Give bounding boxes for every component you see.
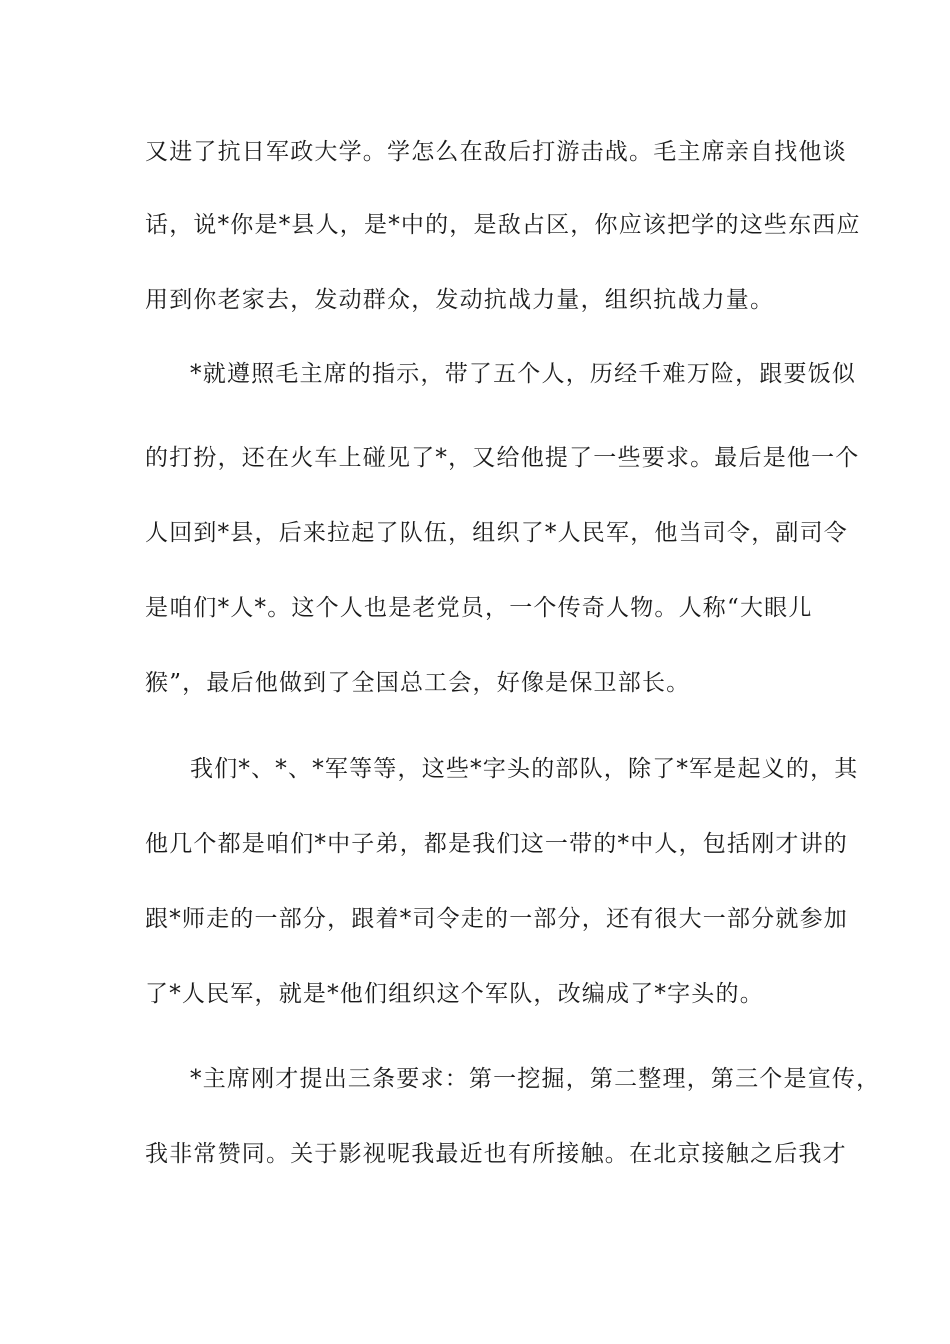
text-line: 我们*、*、*军等等，这些*字头的部队，除了*军是起义的，其 [190,756,859,782]
text-line: 用到你老家去，发动群众，发动抗战力量，组织抗战力量。 [145,287,775,313]
text-line: 跟*师走的一部分，跟着*司令走的一部分，还有很大一部分就参加 [145,906,848,932]
text-line: 是咱们*人*。这个人也是老党员，一个传奇人物。人称“大眼儿 [145,595,813,621]
text-line: 了*人民军，就是*他们组织这个军队，改编成了*字头的。 [145,981,764,1007]
text-line: *主席刚才提出三条要求：第一挖掘，第二整理，第三个是宣传， [190,1066,881,1092]
text-line: 的打扮，还在火车上碰见了*，又给他提了一些要求。最后是他一个 [145,445,860,471]
text-line: 猴”，最后他做到了全国总工会，好像是保卫部长。 [145,670,691,696]
text-line: *就遵照毛主席的指示，带了五个人，历经千难万险，跟要饭似 [190,361,857,387]
text-line: 我非常赞同。关于影视呢我最近也有所接触。在北京接触之后我才 [145,1141,847,1167]
text-line: 话，说*你是*县人，是*中的，是敌占区，你应该把学的这些东西应 [145,212,861,238]
text-line: 人回到*县，后来拉起了队伍，组织了*人民军，他当司令，副司令 [145,520,848,546]
text-line: 他几个都是咱们*中子弟，都是我们这一带的*中人，包括刚才讲的 [145,831,848,857]
text-line: 又进了抗日军政大学。学怎么在敌后打游击战。毛主席亲自找他谈 [145,139,847,165]
